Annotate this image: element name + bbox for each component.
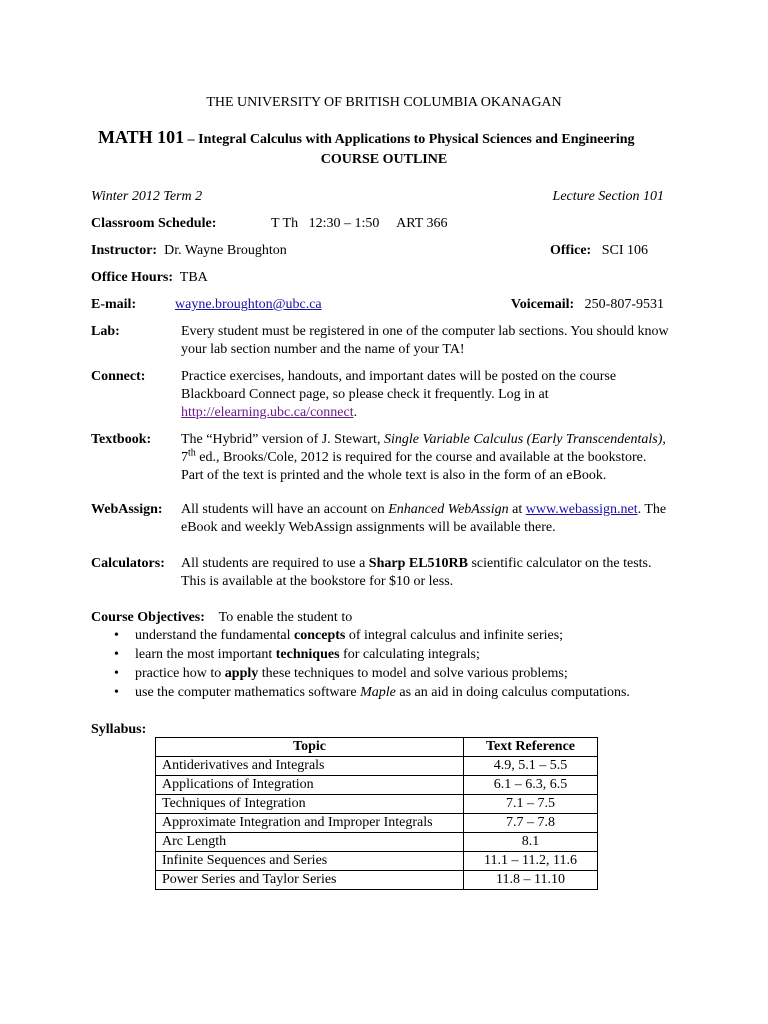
objective-text: understand the fundamental [135,628,295,643]
objective-text: learn the most important [135,647,276,662]
objective-item [91,665,691,684]
table-row [156,776,598,795]
topic-cell: Applications of Integration [156,776,464,795]
office-label: Office: [550,243,592,258]
table-row [156,795,598,814]
connect-label: Connect: [91,369,146,384]
connect-text-part: Practice exercises, handouts, and important dates will be posted on the course Blackboard Connect page, so please check it frequently. Log in at [181,369,617,402]
contact-row [91,296,664,314]
lecture-section: Lecture Section 101 [552,189,664,204]
course-outline-heading: COURSE OUTLINE [320,152,448,167]
textbook-label: Textbook: [91,432,152,447]
syllabus-label: Syllabus: [91,722,147,737]
schedule-value: T Th 12:30 – 1:50 ART 366 [271,216,448,231]
objectives-heading [91,609,352,627]
calculators-text [181,555,671,591]
office-value: SCI 106 [601,243,648,258]
webassign-text-at: at [508,502,526,517]
instructor-label: Instructor: [91,243,158,258]
bullet: • [114,666,119,681]
textbook-text-part: The “Hybrid” version of J. Stewart, [181,432,384,447]
topic-cell: Arc Length [156,833,464,852]
reference-cell: 4.9, 5.1 – 5.5 [464,757,598,776]
objective-keyword: concepts [294,628,346,643]
objective-item [91,684,691,703]
textbook-title: Single Variable Calculus (Early Transcendentals) [383,432,663,447]
office-hours-label: Office Hours: [91,270,174,285]
calculators-label: Calculators: [91,556,165,571]
objective-text-rest: as an aid in doing calculus computations. [395,685,630,700]
email-link[interactable]: wayne.broughton@ubc.ca [175,297,322,312]
webassign-text [181,501,671,537]
reference-cell: 11.8 – 11.10 [464,871,598,890]
objectives-intro: To enable the student to [218,610,353,625]
bullet: • [114,685,119,700]
webassign-label: WebAssign: [91,502,163,517]
topic-cell: Approximate Integration and Improper Integrals [156,814,464,833]
connect-link[interactable]: http://elearning.ubc.ca/connect [181,405,354,420]
lab-text: Every student must be registered in one of the computer lab sections. You should know your lab section number and the name of your TA! [181,324,669,357]
objective-item [91,646,691,665]
voicemail-value: 250-807-9531 [584,297,664,312]
topic-cell: Power Series and Taylor Series [156,871,464,890]
objective-keyword: Maple [360,685,396,700]
objective-keyword: apply [224,666,259,681]
reference-cell: 7.7 – 7.8 [464,814,598,833]
course-title [98,128,635,149]
objective-text-rest: for calculating integrals; [339,647,480,662]
webassign-text-rest: . The eBook and weekly WebAssign assignments will be available there. [181,502,667,535]
term-row [91,188,664,206]
objectives-label: Course Objectives: [91,610,205,625]
objective-text: practice how to [135,666,225,681]
connect-text-end: . [353,405,358,420]
topic-cell: Techniques of Integration [156,795,464,814]
office-hours-value: TBA [179,270,208,285]
bullet: • [114,647,119,662]
course-name: – Integral Calculus with Applications to Physical Sciences and Engineering [184,132,635,147]
topic-cell: Antiderivatives and Integrals [156,757,464,776]
objective-text-rest: these techniques to model and solve various problems; [258,666,568,681]
objective-text-rest: of integral calculus and infinite series; [345,628,564,643]
calculator-model: Sharp EL510RB [368,556,468,571]
objectives-list [91,627,691,703]
reference-cell: 11.1 – 11.2, 11.6 [464,852,598,871]
topic-cell: Infinite Sequences and Series [156,852,464,871]
university-name: THE UNIVERSITY OF BRITISH COLUMBIA OKANAGAN [206,95,562,110]
table-row [156,852,598,871]
calculators-text-rest: scientific calculator on the tests. This is available at the bookstore for $10 or less. [181,556,652,589]
schedule-row [91,215,664,233]
textbook-edition: , 7 [181,432,666,465]
email-label: E-mail: [91,297,137,312]
table-row [156,814,598,833]
textbook-text-rest: ed., Brooks/Cole, 2012 is required for the course and available at the bookstore. Part of the text is printed and the whole text is also in the form of an eBook. [181,450,647,483]
webassign-product: Enhanced WebAssign [388,502,509,517]
bullet: • [114,628,119,643]
column-header-reference: Text Reference [464,738,598,757]
voicemail-label: Voicemail: [510,297,575,312]
objective-item [91,627,691,646]
textbook-text [181,431,671,485]
instructor-row [91,242,664,260]
table-row [156,757,598,776]
office-hours-row [91,269,664,287]
textbook-edition-sup: th [188,447,196,459]
syllabus-table [155,737,598,890]
table-row [156,871,598,890]
column-header-topic: Topic [156,738,464,757]
lab-label: Lab: [91,324,120,339]
schedule-label: Classroom Schedule: [91,216,217,231]
course-code: MATH 101 [98,127,185,147]
webassign-link[interactable]: www.webassign.net [525,502,638,517]
reference-cell: 6.1 – 6.3, 6.5 [464,776,598,795]
objective-keyword: techniques [275,647,340,662]
webassign-text-part: All students will have an account on [181,502,389,517]
table-row [156,833,598,852]
table-header-row [156,738,598,757]
reference-cell: 8.1 [464,833,598,852]
term: Winter 2012 Term 2 [91,189,203,204]
reference-cell: 7.1 – 7.5 [464,795,598,814]
objective-text: use the computer mathematics software [135,685,361,700]
connect-text [181,368,671,422]
instructor-name: Dr. Wayne Broughton [164,243,287,258]
calculators-text-part: All students are required to use a [181,556,369,571]
